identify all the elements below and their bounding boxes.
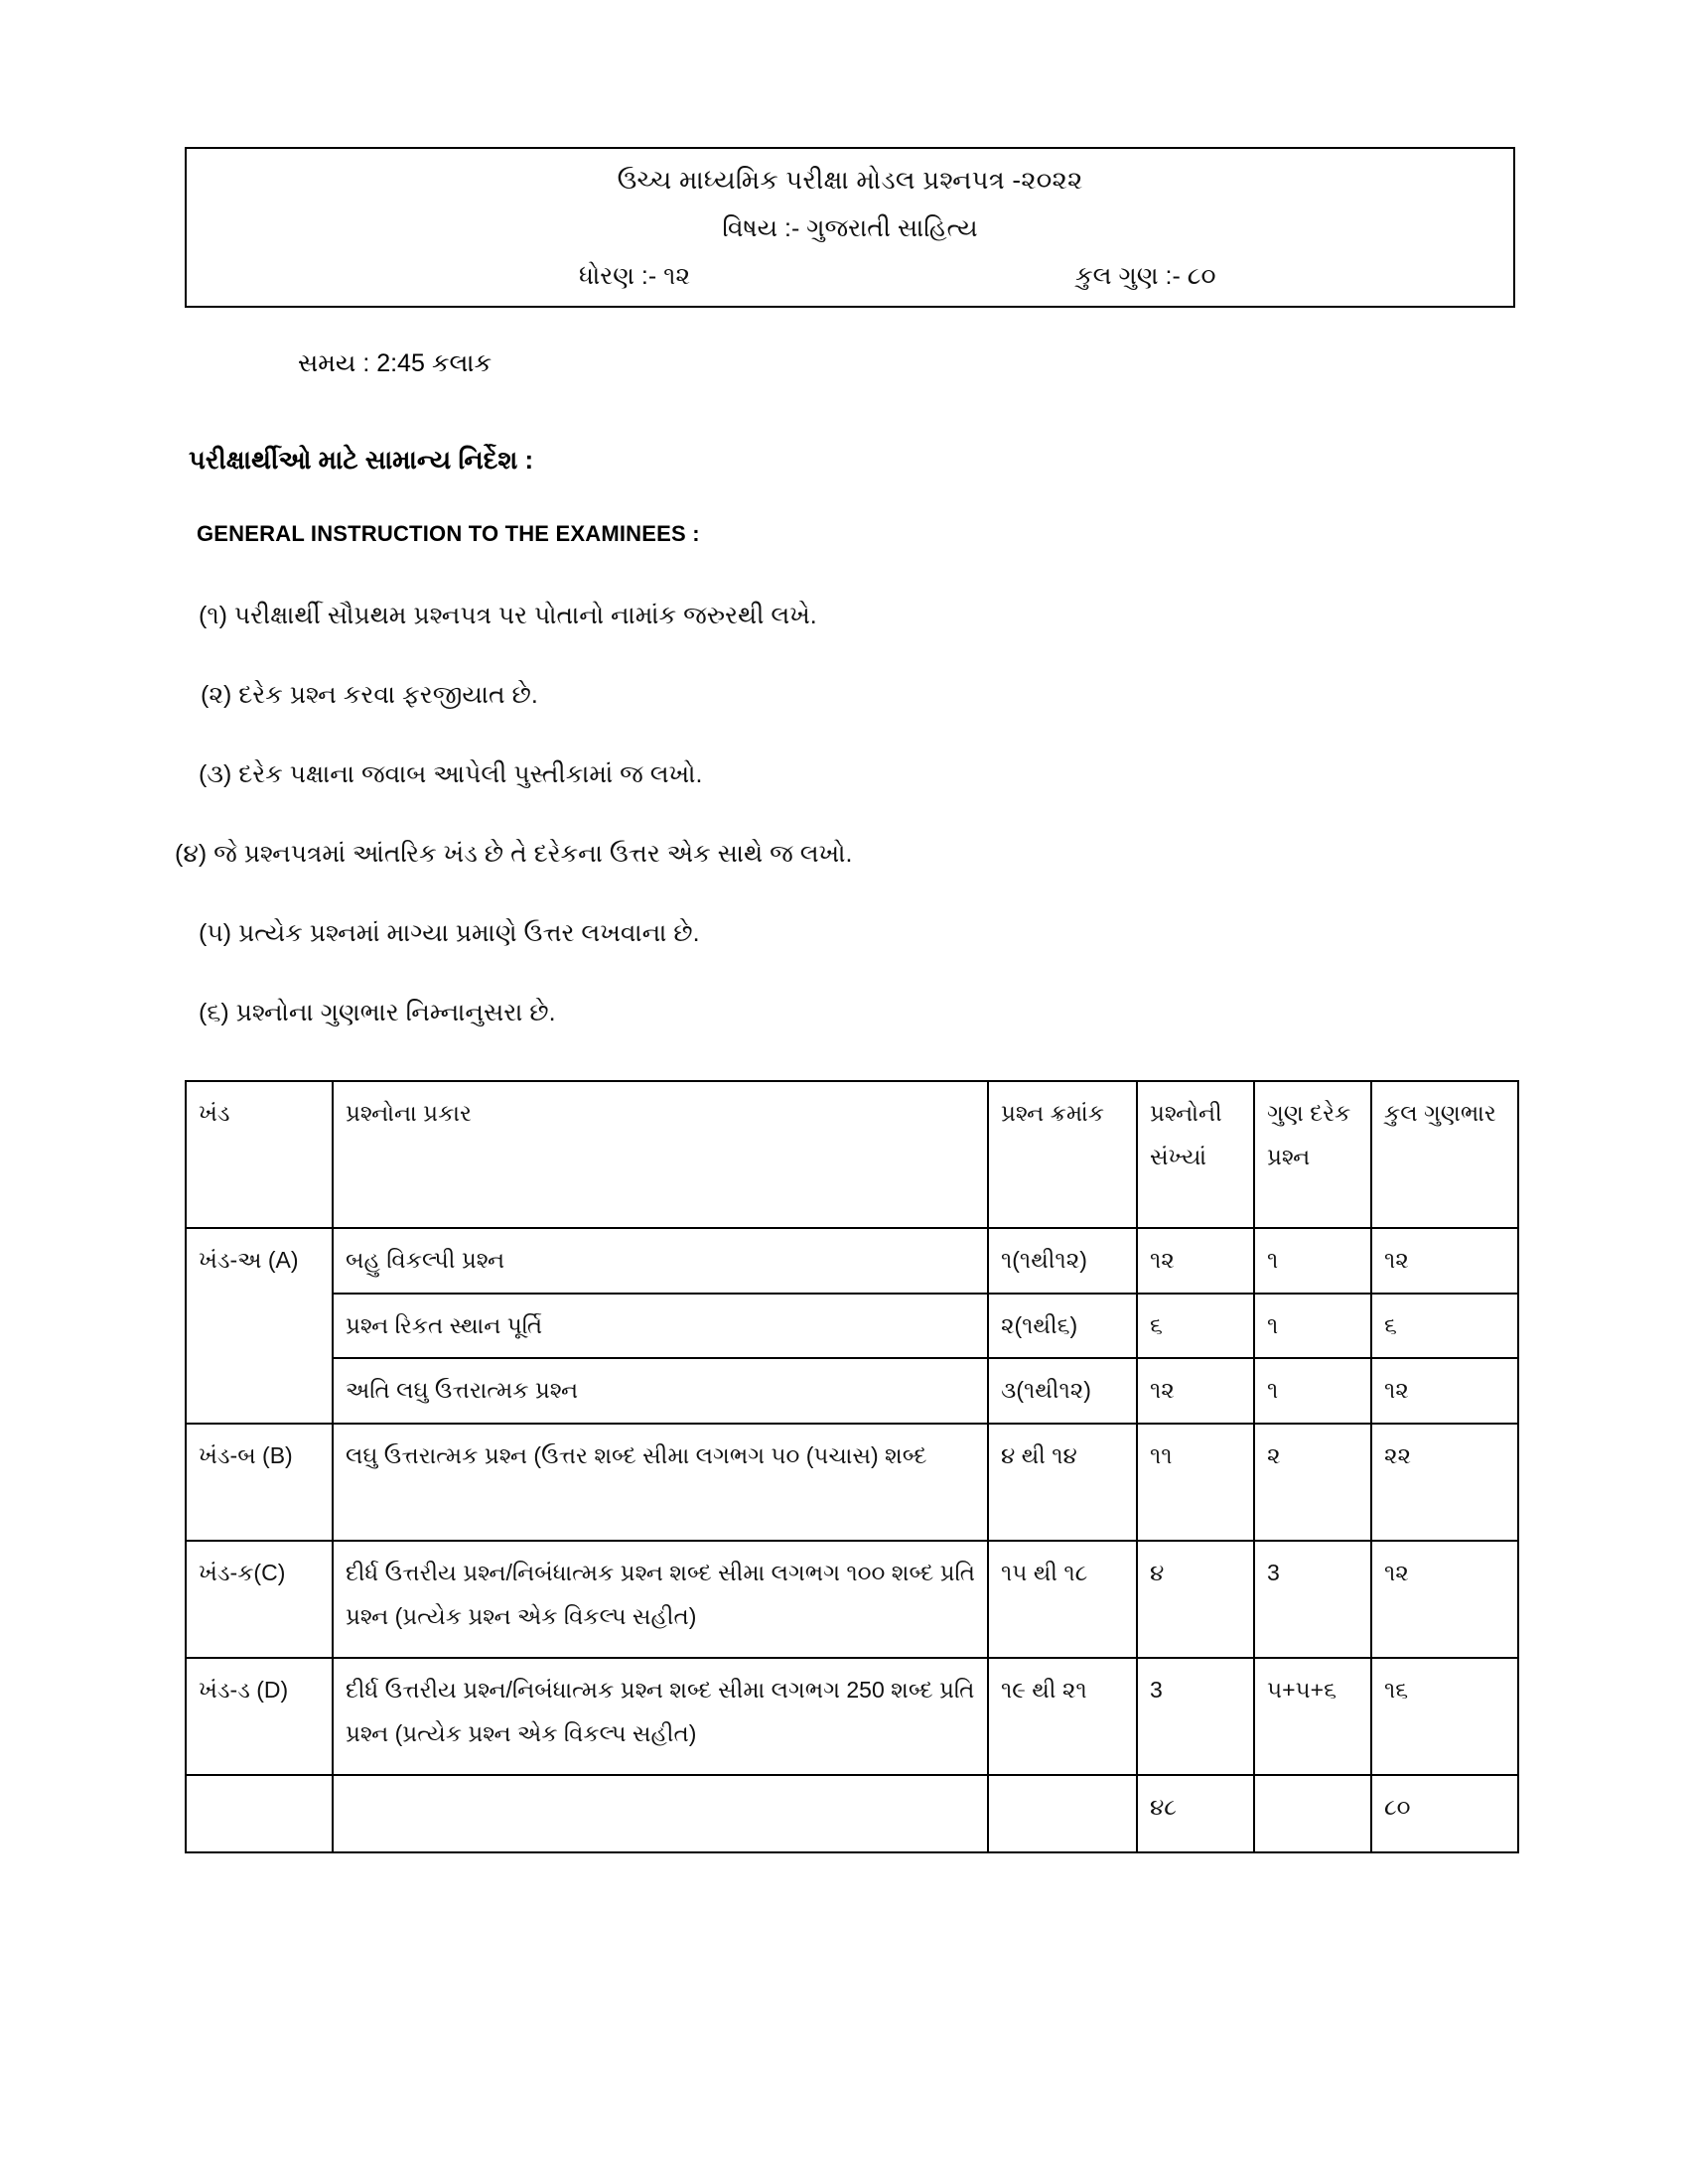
cell-question-type: પ્રશ્ન રિકત સ્થાન પૂર્તિ [333,1294,988,1359]
cell-question-number: ૧૯ થી ૨૧ [988,1658,1137,1775]
table-row [186,1358,1518,1424]
cell-question-type: દીર્ધ ઉત્તરીય પ્રશ્ન/નિબંધાત્મક પ્રશ્ન શબ્દ સીમા લગભગ 250 શબ્દ પ્રતિ પ્રશ્ન (પ્રત્યેક પ્રશ્ન એક વિકલ્પ સહીત) [333,1658,988,1775]
cell-marks-each: ૧ [1254,1294,1371,1359]
totals-cell-total-weight: ૮૦ [1371,1775,1518,1852]
cell-khand-b: ખંડ-બ (B) [186,1424,333,1541]
cell-question-count: ૪ [1137,1541,1254,1658]
time-line: સમય : 2:45 કલાક [298,349,492,377]
instruction-item-2: (૨) દરેક પ્રશ્ન કરવા ફરજીયાત છે. [201,681,538,709]
cell-marks-each: 3 [1254,1541,1371,1658]
table-totals-row [186,1775,1518,1852]
cell-question-count: ૧૧ [1137,1424,1254,1541]
instructions-heading-gujarati: પરીક્ષાર્થીઓ માટે સામાન્ય નિર્દેશ : [189,445,534,475]
cell-question-number: ૩(૧થી૧૨) [988,1358,1137,1424]
totals-cell-question-type [333,1775,988,1852]
subject-line: વિષય :- ગુજરાતી સાહિત્ય [722,214,978,242]
cell-total-weight: ૬ [1371,1294,1518,1359]
cell-khand-c: ખંડ-ક(C) [186,1541,333,1658]
table-row [186,1228,1518,1294]
cell-question-number: ૨(૧થી૬) [988,1294,1137,1359]
table-row [186,1658,1518,1775]
totals-cell-question-count: ૪૮ [1137,1775,1254,1852]
standard-line: ધોરણ :- ૧૨ [579,262,691,290]
table-header-row [186,1081,1518,1228]
cell-khand-d: ખંડ-ડ (D) [186,1658,333,1775]
cell-question-number: ૧૫ થી ૧૮ [988,1541,1137,1658]
table-row [186,1424,1518,1541]
table-row [186,1294,1518,1359]
totals-cell-marks-each [1254,1775,1371,1852]
header-cell-marks-each: ગુણ દરેક પ્રશ્ન [1254,1081,1371,1228]
cell-total-weight: ૧૬ [1371,1658,1518,1775]
instruction-item-1: (૧) પરીક્ષાર્થી સૌપ્રથમ પ્રશ્નપત્ર પર પોતાનો નામાંક જરુરથી લખે. [199,602,817,629]
totals-cell-khand [186,1775,333,1852]
exam-header-box [185,147,1515,308]
cell-question-type: લઘુ ઉત્તરાત્મક પ્રશ્ન (ઉત્તર શબ્દ સીમા લગભગ ૫૦ (પચાસ) શબ્દ [333,1424,988,1541]
cell-question-number: ૧(૧થી૧૨) [988,1228,1137,1294]
instruction-item-6: (૬) પ્રશ્નોના ગુણભાર નિમ્નાનુસરા છે. [199,999,556,1026]
page-title: ઉચ્ચ માધ્યમિક પરીક્ષા મોડલ પ્રશ્નપત્ર -૨૦૨૨ [617,165,1083,195]
marks-distribution-table [185,1080,1519,1853]
cell-marks-each: ૫+૫+૬ [1254,1658,1371,1775]
header-cell-khand: ખંડ [186,1081,333,1228]
cell-total-weight: ૨૨ [1371,1424,1518,1541]
cell-total-weight: ૧૨ [1371,1228,1518,1294]
totals-cell-question-number [988,1775,1137,1852]
instructions-heading-english: GENERAL INSTRUCTION TO THE EXAMINEES : [197,521,700,546]
cell-question-count: ૬ [1137,1294,1254,1359]
cell-marks-each: ૧ [1254,1358,1371,1424]
cell-marks-each: ૧ [1254,1228,1371,1294]
instruction-item-3: (૩) દરેક પક્ષાના જવાબ આપેલી પુસ્તીકામાં જ લખો. [199,760,703,788]
cell-question-type: દીર્ધ ઉત્તરીય પ્રશ્ન/નિબંધાત્મક પ્રશ્ન શબ્દ સીમા લગભગ ૧૦૦ શબ્દ પ્રતિ પ્રશ્ન (પ્રત્યેક પ્રશ્ન એક વિકલ્પ સહીત) [333,1541,988,1658]
header-cell-question-number: પ્રશ્ન ક્રમાંક [988,1081,1137,1228]
header-cell-total-weight: કુલ ગુણભાર [1371,1081,1518,1228]
cell-total-weight: ૧૨ [1371,1541,1518,1658]
table-row [186,1541,1518,1658]
cell-total-weight: ૧૨ [1371,1358,1518,1424]
cell-question-type: બહુ વિકલ્પી પ્રશ્ન [333,1228,988,1294]
cell-question-number: ૪ થી ૧૪ [988,1424,1137,1541]
instruction-item-5: (૫) પ્રત્યેક પ્રશ્નમાં માગ્યા પ્રમાણે ઉત્તર લખવાના છે. [199,919,700,947]
cell-khand-a: ખંડ-અ (A) [186,1228,333,1424]
cell-question-type: અતિ લઘુ ઉત્તરાત્મક પ્રશ્ન [333,1358,988,1424]
header-cell-question-type: પ્રશ્નોના પ્રકાર [333,1081,988,1228]
header-cell-question-count: પ્રશ્નોની સંખ્યાં [1137,1081,1254,1228]
cell-question-count: ૧૨ [1137,1358,1254,1424]
cell-question-count: ૧૨ [1137,1228,1254,1294]
cell-question-count: 3 [1137,1658,1254,1775]
cell-marks-each: ૨ [1254,1424,1371,1541]
total-marks-line: કુલ ગુણ :- ૮૦ [1075,262,1216,290]
instruction-item-4: (૪) જે પ્રશ્નપત્રમાં આંતરિક ખંડ છે તે દરેકના ઉત્તર એક સાથે જ લખો. [175,840,853,868]
